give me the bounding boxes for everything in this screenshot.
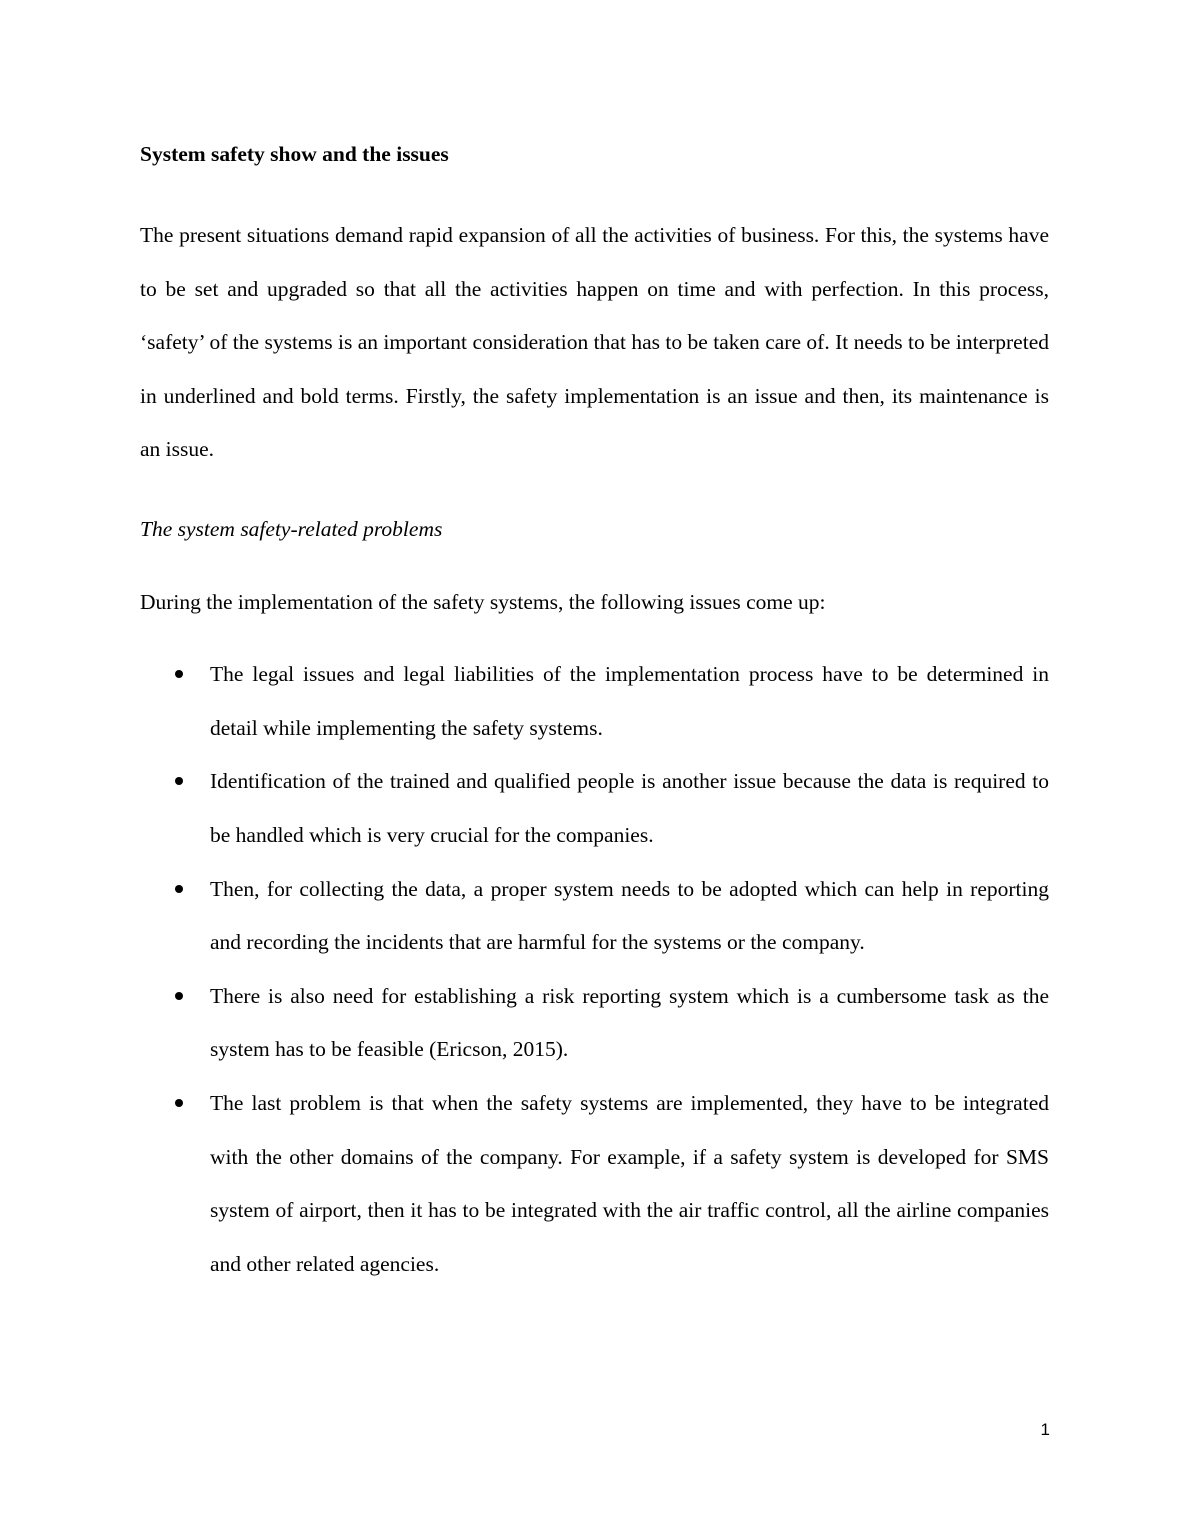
page-content <box>140 136 1049 1291</box>
bullet-icon <box>175 670 183 678</box>
list-item-text: The last problem is that when the safety systems are implemented, they have to be integrated with the other domains of the company. For example, if a safety system is developed for SMS system of airport, then it has to be integrated with the air traffic control, all the airline companies and other related agencies. <box>210 1090 1049 1276</box>
bullet-icon <box>175 777 183 785</box>
list-item-text: Then, for collecting the data, a proper system needs to be adopted which can help in reporting and recording the incidents that are harmful for the systems or the company. <box>210 876 1049 955</box>
intro-paragraph: The present situations demand rapid expansion of all the activities of business. For this, the systems have to be set and upgraded so that all the activities happen on time and with perfection. In this process, ‘safety’ of the systems is an important consideration that has to be taken care of. It needs to be interpreted in underlined and bold terms. Firstly, the safety implementation is an issue and then, its maintenance is an issue. <box>140 223 1049 462</box>
list-item-text: The legal issues and legal liabilities of the implementation process have to be determined in detail while implementing the safety systems. <box>210 662 1049 740</box>
section-heading: System safety show and the issues <box>140 142 449 166</box>
page-number: 1 <box>1040 1420 1050 1439</box>
list-item-text: There is also need for establishing a risk reporting system which is a cumbersome task as the system has to be feasible (Ericson, 2015). <box>210 983 1049 1062</box>
bullet-icon <box>175 885 183 893</box>
issues-list <box>140 648 1049 1291</box>
list-item <box>140 648 1049 755</box>
list-item <box>140 1077 1049 1291</box>
list-intro: During the implementation of the safety systems, the following issues come up: <box>140 589 826 614</box>
list-item <box>140 755 1049 862</box>
subsection-heading: The system safety-related problems <box>140 516 443 541</box>
list-item-text: Identification of the trained and qualified people is another issue because the data is required to be handled which is very crucial for the companies. <box>210 769 1049 847</box>
bullet-icon <box>175 992 183 1000</box>
list-item <box>140 970 1049 1077</box>
list-item <box>140 863 1049 970</box>
bullet-icon <box>175 1099 183 1107</box>
